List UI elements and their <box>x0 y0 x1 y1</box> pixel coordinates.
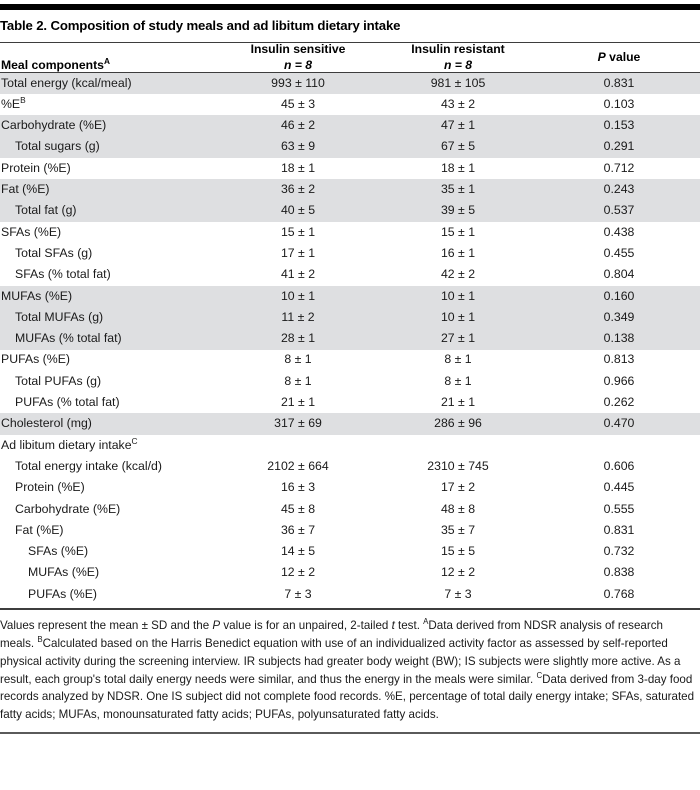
table-row <box>0 158 700 179</box>
meal-components-superscript: A <box>103 55 110 66</box>
row-label-text: Protein (%E) <box>1 160 71 175</box>
value-insulin-sensitive: 63 ± 9 <box>218 137 378 158</box>
row-label-text: %E <box>1 96 21 111</box>
value-insulin-sensitive: 993 ± 110 <box>218 73 378 94</box>
footnote-part1: Values represent the mean ± SD and the <box>0 618 213 632</box>
value-p: 0.445 <box>603 480 635 495</box>
value-insulin-sensitive: 18 ± 1 <box>280 160 316 175</box>
row-label-text: MUFAs (%E) <box>1 288 73 303</box>
value-p: 0.768 <box>603 586 635 601</box>
row-label-text: Cholesterol (mg) <box>1 416 92 431</box>
value-insulin-resistant: 10 ± 1 <box>378 286 538 307</box>
row-label <box>0 477 218 498</box>
value-p: 0.831 <box>603 522 635 537</box>
value-insulin-sensitive: 17 ± 1 <box>280 245 316 260</box>
value-p: 0.732 <box>603 544 635 559</box>
insulin-sensitive-label: Insulin sensitive <box>250 42 346 57</box>
row-label <box>0 222 218 243</box>
row-label <box>0 584 218 605</box>
value-insulin-sensitive: 15 ± 1 <box>280 224 316 239</box>
row-label <box>0 541 218 562</box>
value-p: 0.470 <box>538 413 700 434</box>
value-p: 0.555 <box>603 501 635 516</box>
value-p: 0.712 <box>603 160 635 175</box>
table-row <box>0 413 700 434</box>
row-label <box>0 499 218 520</box>
value-insulin-sensitive: 11 ± 2 <box>218 307 378 328</box>
table-row <box>0 307 700 328</box>
value-insulin-sensitive: 16 ± 3 <box>280 480 316 495</box>
row-label-text: MUFAs (%E) <box>28 565 100 580</box>
p-value-word: value <box>605 50 641 65</box>
value-p <box>538 435 700 456</box>
table-row <box>0 73 700 94</box>
footnote-part3: test. <box>394 618 424 632</box>
table-row <box>0 94 700 115</box>
value-insulin-sensitive: 21 ± 1 <box>280 395 316 410</box>
value-insulin-sensitive: 45 ± 8 <box>280 501 316 516</box>
insulin-sensitive-n: n = 8 <box>283 57 313 72</box>
row-label-text: PUFAs (%E) <box>1 352 71 367</box>
row-label <box>0 200 218 221</box>
table-row <box>0 520 700 541</box>
value-insulin-sensitive <box>218 435 378 456</box>
row-label-text: Total energy (kcal/meal) <box>1 75 132 90</box>
value-insulin-resistant: 2310 ± 745 <box>427 458 489 473</box>
value-insulin-sensitive: 10 ± 1 <box>218 286 378 307</box>
column-header-meal-components <box>0 43 218 72</box>
table-row <box>0 371 700 392</box>
row-label <box>0 435 218 456</box>
row-label <box>0 392 218 413</box>
row-label <box>0 563 218 584</box>
column-header-p-value <box>538 43 700 72</box>
value-insulin-resistant <box>378 435 538 456</box>
value-insulin-resistant: 35 ± 1 <box>378 179 538 200</box>
value-insulin-sensitive: 40 ± 5 <box>218 200 378 221</box>
footnote-part2: value is for an unpaired, 2-tailed <box>220 618 392 632</box>
row-label-text: Total MUFAs (g) <box>15 309 104 324</box>
table-body <box>0 73 700 605</box>
value-p: 0.243 <box>538 179 700 200</box>
value-insulin-sensitive: 8 ± 1 <box>284 352 312 367</box>
table-row <box>0 477 700 498</box>
insulin-resistant-label: Insulin resistant <box>411 42 505 57</box>
value-insulin-sensitive: 28 ± 1 <box>218 328 378 349</box>
row-label <box>0 371 218 392</box>
value-insulin-sensitive: 36 ± 2 <box>218 179 378 200</box>
value-insulin-sensitive: 8 ± 1 <box>284 373 312 388</box>
row-label-text: Fat (%E) <box>1 182 50 197</box>
table-row <box>0 115 700 136</box>
table-row <box>0 222 700 243</box>
row-label <box>0 286 218 307</box>
value-insulin-resistant: 17 ± 2 <box>440 480 476 495</box>
value-insulin-sensitive: 7 ± 3 <box>284 586 312 601</box>
value-insulin-resistant: 15 ± 1 <box>440 224 476 239</box>
row-label <box>0 456 218 477</box>
row-label-text: Total fat (g) <box>15 203 77 218</box>
row-label <box>0 137 218 158</box>
table-page <box>0 4 700 790</box>
table-row <box>0 200 700 221</box>
value-p: 0.103 <box>603 96 635 111</box>
value-p: 0.804 <box>603 267 635 282</box>
row-label-superscript: C <box>131 435 138 446</box>
row-label-text: Ad libitum dietary intake <box>1 437 132 452</box>
row-label-text: SFAs (%E) <box>1 224 62 239</box>
table-row <box>0 584 700 605</box>
value-insulin-sensitive: 45 ± 3 <box>280 96 316 111</box>
value-insulin-resistant: 47 ± 1 <box>378 115 538 136</box>
table-title: Table 2. Composition of study meals and ad libitum dietary intake <box>0 18 401 33</box>
row-label <box>0 520 218 541</box>
composition-table <box>0 43 700 605</box>
row-label-text: Fat (%E) <box>15 522 64 537</box>
value-p: 0.966 <box>603 373 635 388</box>
value-insulin-resistant: 18 ± 1 <box>440 160 476 175</box>
value-insulin-resistant: 21 ± 1 <box>440 395 476 410</box>
footnote-part6: Data derived from 3-day food records analyzed by NDSR. One IS subject did not complete food records. %E, percentage of total daily energy intake; SFAs, saturated fatty acids; MUFAs, monounsaturated fatty acids; PUFAs, polyunsaturated fatty acids. <box>0 672 695 722</box>
table-row <box>0 499 700 520</box>
row-label-text: Carbohydrate (%E) <box>15 501 121 516</box>
value-insulin-resistant: 981 ± 105 <box>378 73 538 94</box>
column-header-meal-components-text: Meal components <box>1 57 104 72</box>
table-row <box>0 435 700 456</box>
value-p: 0.153 <box>538 115 700 136</box>
table-row <box>0 243 700 264</box>
value-p: 0.455 <box>603 245 635 260</box>
value-insulin-sensitive: 41 ± 2 <box>280 267 316 282</box>
row-label-superscript: B <box>20 94 26 105</box>
value-insulin-sensitive: 317 ± 69 <box>218 413 378 434</box>
value-insulin-sensitive: 2102 ± 664 <box>267 458 329 473</box>
row-label <box>0 115 218 136</box>
table-row <box>0 392 700 413</box>
value-insulin-resistant: 42 ± 2 <box>440 267 476 282</box>
value-insulin-sensitive: 36 ± 7 <box>280 522 316 537</box>
row-label-text: Total energy intake (kcal/d) <box>15 458 162 473</box>
value-insulin-resistant: 43 ± 2 <box>440 96 476 111</box>
value-insulin-resistant: 16 ± 1 <box>440 245 476 260</box>
table-row <box>0 137 700 158</box>
row-label-text: Carbohydrate (%E) <box>1 118 107 133</box>
row-label <box>0 94 218 115</box>
value-p: 0.291 <box>538 137 700 158</box>
value-p: 0.606 <box>603 458 635 473</box>
footnote-superscript-a: A <box>423 616 429 626</box>
footnote-bottom-divider <box>0 732 700 733</box>
value-insulin-resistant: 8 ± 1 <box>444 373 472 388</box>
row-label <box>0 73 218 94</box>
value-p: 0.160 <box>538 286 700 307</box>
value-p: 0.349 <box>538 307 700 328</box>
row-label-text: Total PUFAs (g) <box>15 373 102 388</box>
value-insulin-resistant: 27 ± 1 <box>378 328 538 349</box>
row-label-text: Total sugars (g) <box>15 139 100 154</box>
footnote-part4: Data derived from NDSR analysis of research meals. <box>0 618 663 650</box>
table-row <box>0 350 700 371</box>
value-insulin-resistant: 39 ± 5 <box>378 200 538 221</box>
row-label-text: SFAs (% total fat) <box>15 267 111 282</box>
value-p: 0.838 <box>603 565 635 580</box>
table-row <box>0 179 700 200</box>
row-label <box>0 413 218 434</box>
footnote-superscript-c: C <box>536 670 543 680</box>
row-label <box>0 350 218 371</box>
value-insulin-resistant: 67 ± 5 <box>378 137 538 158</box>
row-label-text: Protein (%E) <box>15 480 85 495</box>
row-label <box>0 307 218 328</box>
value-p: 0.262 <box>603 395 635 410</box>
value-p: 0.438 <box>603 224 635 239</box>
table-row <box>0 456 700 477</box>
table-row <box>0 286 700 307</box>
footnote-superscript-b: B <box>37 634 43 644</box>
table-row <box>0 541 700 562</box>
value-insulin-resistant: 12 ± 2 <box>440 565 476 580</box>
table-footnote <box>0 610 700 733</box>
value-insulin-resistant: 8 ± 1 <box>444 352 472 367</box>
value-p: 0.813 <box>603 352 635 367</box>
value-p: 0.831 <box>538 73 700 94</box>
value-insulin-sensitive: 12 ± 2 <box>280 565 316 580</box>
table-header <box>0 43 700 72</box>
row-label <box>0 328 218 349</box>
table-row <box>0 264 700 285</box>
row-label-text: PUFAs (% total fat) <box>15 395 120 410</box>
row-label <box>0 264 218 285</box>
value-insulin-sensitive: 14 ± 5 <box>280 544 316 559</box>
value-p: 0.537 <box>538 200 700 221</box>
footnote-part5: Calculated based on the Harris Benedict equation with use of an individualized activity factor as assessed by self-reported physical activity during the screening interview. IR subjects had greater body weight (BW); IS subjects were slightly more active. As a result, each group's total daily energy needs were similar, and thus the energy in the meals were similar. <box>0 636 681 686</box>
row-label-text: MUFAs (% total fat) <box>15 331 122 346</box>
row-label <box>0 243 218 264</box>
row-label-text: SFAs (%E) <box>28 544 89 559</box>
table-row <box>0 328 700 349</box>
value-insulin-resistant: 7 ± 3 <box>444 586 472 601</box>
value-insulin-resistant: 48 ± 8 <box>440 501 476 516</box>
row-label-text: PUFAs (%E) <box>28 586 98 601</box>
footnote-p-italic: P <box>212 618 221 632</box>
header-row <box>0 43 700 72</box>
value-insulin-sensitive: 46 ± 2 <box>218 115 378 136</box>
value-insulin-resistant: 286 ± 96 <box>378 413 538 434</box>
row-label <box>0 158 218 179</box>
row-label-text: Total SFAs (g) <box>15 245 93 260</box>
insulin-resistant-n: n = 8 <box>443 57 473 72</box>
value-insulin-resistant: 10 ± 1 <box>378 307 538 328</box>
footnote-t-italic: t <box>391 618 395 632</box>
column-header-insulin-sensitive <box>218 43 378 72</box>
value-insulin-resistant: 15 ± 5 <box>440 544 476 559</box>
value-p: 0.138 <box>538 328 700 349</box>
row-label <box>0 179 218 200</box>
table-row <box>0 563 700 584</box>
value-insulin-resistant: 35 ± 7 <box>440 522 476 537</box>
p-value-symbol: P <box>597 50 606 65</box>
column-header-insulin-resistant <box>378 43 538 72</box>
